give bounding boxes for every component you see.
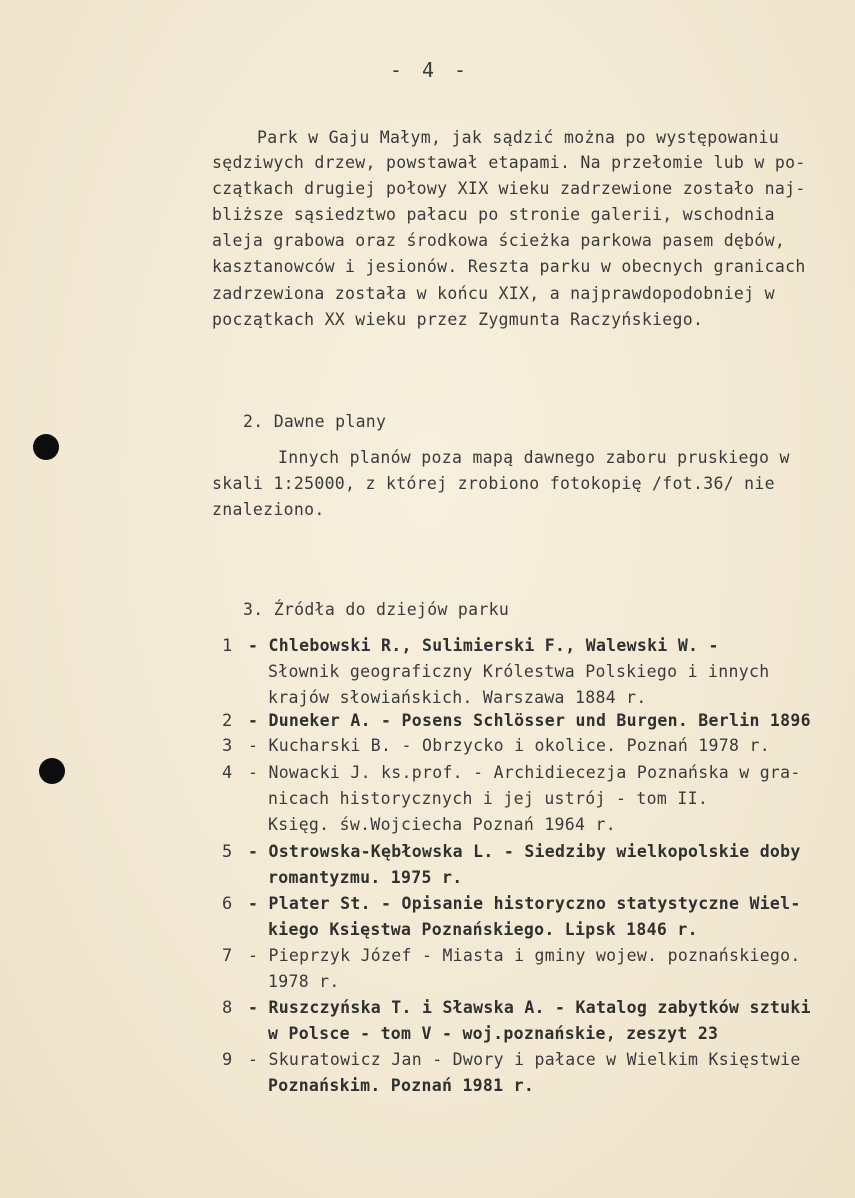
source-line: - Skuratowicz Jan - Dwory i pałace w Wielkim Księstwie [248, 1050, 801, 1069]
section-heading: 3. Źródła do dziejów parku [243, 600, 510, 619]
paragraph-line: bliższe sąsiedztwo pałacu po stronie galerii, wschodnia [212, 205, 775, 224]
source-line: - Nowacki J. ks.prof. - Archidiecezja Poznańska w gra- [248, 763, 801, 782]
source-line: 1978 r. [268, 972, 340, 991]
source-line: - Plater St. - Opisanie historyczno statystyczne Wiel- [248, 894, 801, 913]
punch-hole-top [33, 434, 59, 460]
source-number: 9 [222, 1050, 233, 1070]
source-number: 6 [222, 894, 233, 914]
source-number: 2 [222, 711, 233, 731]
source-line: nicach historycznych i jej ustrój - tom II. [268, 789, 709, 808]
paragraph-line: kasztanowców i jesionów. Reszta parku w obecnych granicach [212, 257, 806, 276]
source-line: - Pieprzyk Józef - Miasta i gminy wojew. poznańskiego. [248, 946, 801, 965]
source-line: kiego Księstwa Poznańskiego. Lipsk 1846 r. [268, 920, 698, 939]
paragraph-line: Park w Gaju Małym, jak sądzić można po występowaniu [257, 128, 779, 147]
punch-hole-bottom [39, 758, 65, 784]
section-line: skali 1:25000, z której zrobiono fotokopię /fot.36/ nie [212, 474, 775, 493]
source-line: - Ruszczyńska T. i Sławska A. - Katalog zabytków sztuki [248, 998, 811, 1017]
paragraph-line: zadrzewiona została w końcu XIX, a najprawdopodobniej w [212, 284, 775, 303]
source-line: krajów słowiańskich. Warszawa 1884 r. [268, 688, 647, 707]
paragraph-line: początkach XX wieku przez Zygmunta Raczyńskiego. [212, 310, 704, 329]
source-number: 5 [222, 842, 233, 862]
section-heading: 2. Dawne plany [243, 412, 387, 431]
source-line: - Chlebowski R., Sulimierski F., Walewski W. - [248, 636, 719, 655]
source-line: w Polsce - tom V - woj.poznańskie, zeszyt 23 [268, 1024, 719, 1043]
source-line: Słownik geograficzny Królestwa Polskiego i innych [268, 662, 770, 681]
source-line: Poznańskim. Poznań 1981 r. [268, 1076, 535, 1095]
source-line: romantyzmu. 1975 r. [268, 868, 463, 887]
section-line: znaleziono. [212, 500, 325, 519]
paragraph-line: czątkach drugiej połowy XIX wieku zadrzewione zostało naj- [212, 179, 806, 198]
source-number: 8 [222, 998, 233, 1018]
source-number: 7 [222, 946, 233, 966]
source-line: Księg. św.Wojciecha Poznań 1964 r. [268, 815, 616, 834]
source-line: - Duneker A. - Posens Schlösser und Burgen. Berlin 1896 [248, 711, 811, 730]
source-number: 1 [222, 636, 233, 656]
paragraph-line: aleja grabowa oraz środkowa ścieżka parkowa pasem dębów, [212, 231, 786, 250]
source-line: - Kucharski B. - Obrzycko i okolice. Poznań 1978 r. [248, 736, 770, 755]
section-line: Innych planów poza mapą dawnego zaboru pruskiego w [278, 448, 790, 467]
source-line: - Ostrowska-Kębłowska L. - Siedziby wielkopolskie doby [248, 842, 801, 861]
paragraph-line: sędziwych drzew, powstawał etapami. Na przełomie lub w po- [212, 153, 806, 172]
page-number: - 4 - [389, 58, 471, 82]
source-number: 4 [222, 763, 233, 783]
source-number: 3 [222, 736, 233, 756]
